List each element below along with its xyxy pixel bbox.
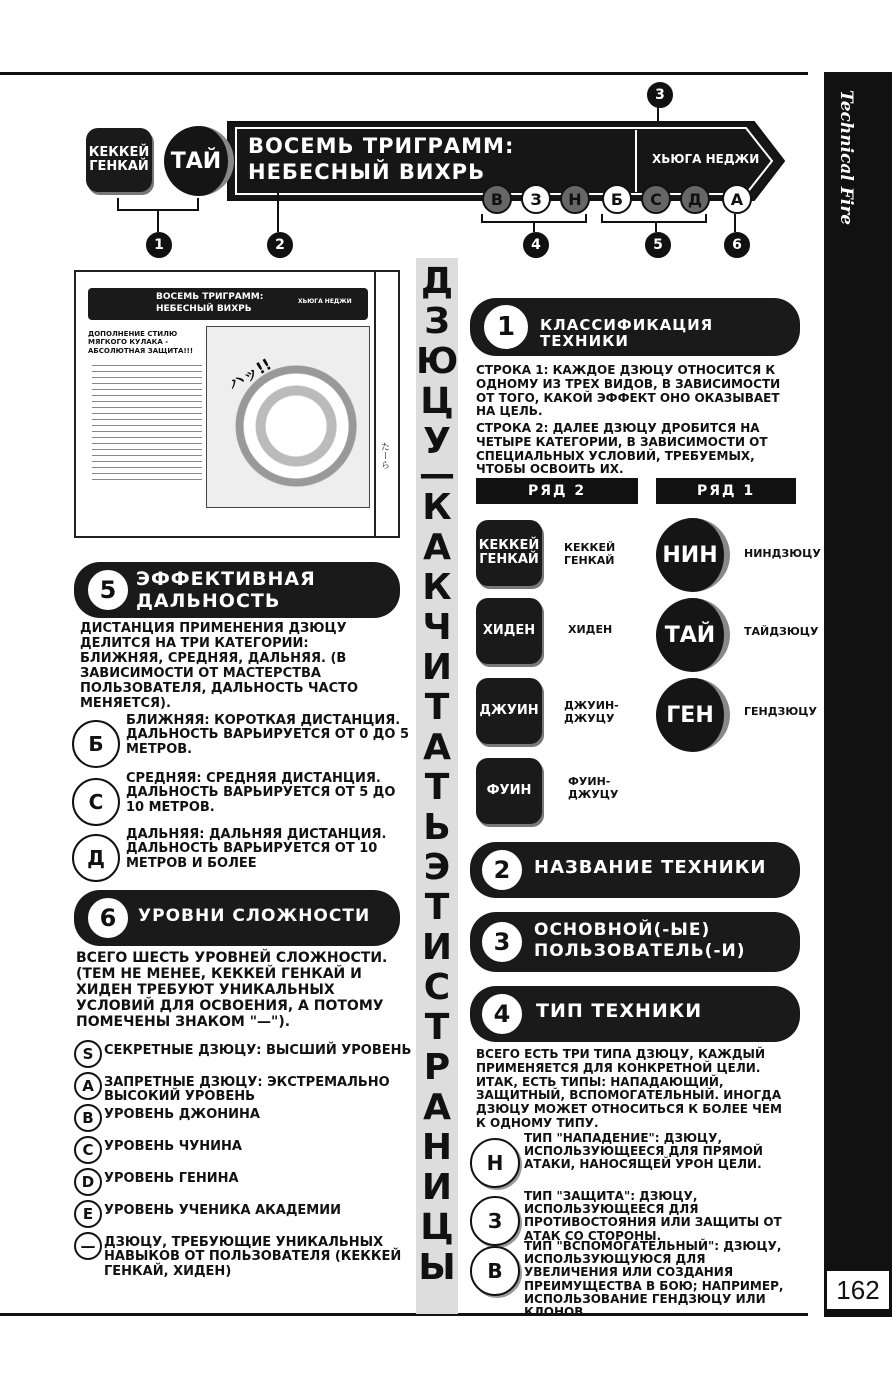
- section5-intro: ДИСТАНЦИЯ ПРИМЕНЕНИЯ ДЗЮЦУ ДЕЛИТСЯ НА ТРИ КАТЕГОРИИ: БЛИЖНЯЯ, СРЕДНЯЯ, ДАЛЬНЯЯ. (В ЗАВИСИМОСТИ ОТ МАСТЕРСТВА ПОЛЬЗОВАТЕЛЯ, ДАЛЬНОСТЬ ЧАСТО МЕНЯЕТСЯ).: [80, 621, 359, 711]
- header-user: ХЬЮГА НЕДЖИ: [652, 152, 760, 166]
- type-attack-text: ТИП "НАПАДЕНИЕ": ДЗЮЦУ, ИСПОЛЬЗУЮЩЕЕСЯ ДЛЯ ПРЯМОЙ АТАКИ, НАНОСЯЩЕЙ УРОН ЦЕЛИ.: [524, 1131, 763, 1172]
- vt-19: Т: [424, 1007, 450, 1048]
- section3-heading: [470, 912, 800, 972]
- row2-icon-hiden: [476, 598, 542, 664]
- callout-3: 3: [647, 82, 673, 108]
- header-title-1: ВОСЕМЬ ТРИГРАММ:: [248, 134, 515, 158]
- thumb-sfx: ハッ!!: [224, 354, 275, 395]
- range-near-mark: Б: [72, 720, 120, 768]
- section6-num: 6: [88, 898, 128, 938]
- row1-icon-gen: [656, 678, 730, 752]
- section2-title: НАЗВАНИЕ ТЕХНИКИ: [534, 857, 767, 878]
- section5-heading: [74, 562, 400, 618]
- thumb-user: ХЬЮГА НЕДЖИ: [298, 298, 352, 305]
- section1-text1: СТРОКА 1: КАЖДОЕ ДЗЮЦУ ОТНОСИТСЯ К ОДНОМУ ИЗ ТРЕХ ВИДОВ, В ЗАВИСИМОСТИ ОТ ТОГО, КАКОЙ ЭФФЕКТ ОНО ОКАЗЫВАЕТ НА ЦЕЛЬ.: [476, 363, 781, 419]
- mark-difficulty: А: [722, 184, 752, 214]
- type-attack-mark: Н: [470, 1138, 520, 1188]
- thumb-side-strip: [374, 272, 400, 538]
- row2-label-kekkei: КЕККЕЙ ГЕНКАЙ: [564, 541, 616, 567]
- range-mid-text: СРЕДНЯЯ: СРЕДНЯЯ ДИСТАНЦИЯ. ДАЛЬНОСТЬ ВАРЬИРУЕТСЯ ОТ 5 ДО 10 МЕТРОВ.: [126, 771, 396, 815]
- row1-label-tai: ТАЙДЗЮЦУ: [744, 625, 819, 638]
- vt-0: Д: [420, 261, 454, 302]
- section4-title: ТИП ТЕХНИКИ: [536, 1000, 703, 1022]
- level-special-text: ДЗЮЦУ, ТРЕБУЮЩИЕ УНИКАЛЬНЫХ НАВЫКОВ ОТ ПОЛЬЗОВАТЕЛЯ (КЕККЕЙ ГЕНКАЙ, ХИДЕН): [104, 1235, 402, 1279]
- page-number: 162: [824, 1268, 892, 1312]
- row1-label-nin: НИНДЗЮЦУ: [744, 547, 821, 560]
- row1-label-gen: ГЕНДЗЮЦУ: [744, 705, 817, 718]
- vt-25: Ы: [418, 1247, 456, 1288]
- section3-num: 3: [482, 922, 522, 962]
- vt-24: Ц: [420, 1207, 454, 1248]
- vt-6: К: [422, 487, 452, 528]
- row1-header: РЯД 1: [656, 478, 796, 504]
- level-b-text: УРОВЕНЬ ДЖОНИНА: [104, 1107, 260, 1122]
- vt-14: Ь: [423, 807, 451, 848]
- side-tab-title: Technical Fire: [836, 90, 856, 226]
- thumbnail-page: [74, 270, 400, 538]
- level-c-text: УРОВЕНЬ ЧУНИНА: [104, 1139, 242, 1154]
- level-s-text: СЕКРЕТНЫЕ ДЗЮЦУ: ВЫСШИЙ УРОВЕНЬ: [104, 1043, 412, 1058]
- level-a-mark: A: [74, 1072, 102, 1100]
- thumb-side-text: たーら: [379, 442, 389, 469]
- vt-22: Н: [421, 1127, 453, 1168]
- vt-7: А: [423, 527, 451, 568]
- range-mid-mark: С: [72, 778, 120, 826]
- section5-title-1: ЭФФЕКТИВНАЯ: [136, 568, 316, 590]
- thumb-art: [206, 326, 370, 508]
- row1-icon-nin-text: НИН: [662, 542, 718, 568]
- range-far-text: ДАЛЬНЯЯ: ДАЛЬНЯЯ ДИСТАНЦИЯ. ДАЛЬНОСТЬ ВАРЬИРУЕТСЯ ОТ 10 МЕТРОВ И БОЛЕЕ: [126, 827, 387, 871]
- callout-4: 4: [523, 232, 549, 258]
- vt-15: Э: [423, 847, 451, 888]
- side-tab: [824, 72, 892, 1317]
- row2-icon-kekkei-text: КЕККЕЙ ГЕНКАЙ: [478, 537, 540, 567]
- mark-far: Д: [680, 184, 710, 214]
- vt-20: Р: [423, 1047, 451, 1088]
- row1-icon-tai-text: ТАЙ: [664, 622, 716, 648]
- section6-intro: ВСЕГО ШЕСТЬ УРОВНЕЙ СЛОЖНОСТИ. (ТЕМ НЕ МЕНЕЕ, КЕККЕЙ ГЕНКАЙ И ХИДЕН ТРЕБУЮТ УНИКАЛЬНЫХ УСЛОВИЙ ДЛЯ ОСВОЕНИЯ, А ПОТОМУ ПОМЕЧЕНЫ ЗНАКОМ "—").: [76, 950, 388, 1031]
- mark-near: Б: [602, 184, 632, 214]
- level-a-text: ЗАПРЕТНЫЕ ДЗЮЦУ: ЭКСТРЕМАЛЬНО ВЫСОКИЙ УРОВЕНЬ: [104, 1075, 390, 1105]
- vt-23: И: [421, 1167, 453, 1208]
- row1-icon-tai: [656, 598, 730, 672]
- level-s-mark: S: [74, 1040, 102, 1068]
- row2-header: РЯД 2: [476, 478, 638, 504]
- type-defense-mark: З: [470, 1196, 520, 1246]
- section4-heading: [470, 986, 800, 1042]
- vt-17: И: [421, 927, 453, 968]
- level-d-text: УРОВЕНЬ ГЕНИНА: [104, 1171, 239, 1186]
- vt-9: Ч: [422, 607, 452, 648]
- level-b-mark: B: [74, 1104, 102, 1132]
- callout-5: 5: [645, 232, 671, 258]
- type-support-mark: В: [470, 1246, 520, 1296]
- section6-heading: [74, 890, 400, 946]
- callout-lines: [0, 0, 820, 260]
- section3-title-1: ОСНОВНОЙ(-ЫЕ): [534, 920, 711, 940]
- section5-num: 5: [88, 570, 128, 610]
- row2-icon-hiden-text: ХИДЕН: [482, 622, 536, 638]
- vt-4: У: [423, 421, 451, 462]
- callout-1: 1: [146, 232, 172, 258]
- vt-12: А: [423, 727, 451, 768]
- vt-21: А: [423, 1087, 451, 1128]
- row2-icon-fuin: [476, 758, 542, 824]
- row2-label-fuin: ФУИН-ДЖУЦУ: [568, 775, 619, 801]
- thumb-title-2: НЕБЕСНЫЙ ВИХРЬ: [156, 304, 252, 314]
- vt-16: Т: [424, 887, 450, 928]
- callout-6: 6: [724, 232, 750, 258]
- level-e-text: УРОВЕНЬ УЧЕНИКА АКАДЕМИИ: [104, 1203, 341, 1218]
- vt-11: Т: [424, 687, 450, 728]
- type-defense-text: ТИП "ЗАЩИТА": ДЗЮЦУ, ИСПОЛЬЗУЮЩЕЕСЯ ДЛЯ ПРОТИВОСТОЯНИЯ ИЛИ ЗАЩИТЫ ОТ АТАК СО СТОРОНЫ.: [524, 1189, 782, 1243]
- thumb-text-block: [92, 362, 202, 482]
- vt-1: З: [424, 301, 450, 342]
- section3-title-2: ПОЛЬЗОВАТЕЛЬ(-И): [534, 941, 746, 961]
- section1-num: 1: [484, 305, 528, 349]
- range-far-mark: Д: [72, 834, 120, 882]
- vt-3: Ц: [420, 381, 454, 422]
- vertical-title: [416, 262, 458, 1288]
- mark-support: Н: [560, 184, 590, 214]
- section6-title: УРОВНИ СЛОЖНОСТИ: [138, 906, 371, 926]
- section1-heading: [470, 298, 800, 356]
- row2-icon-kekkei: [476, 520, 542, 586]
- row2-label-juin: ДЖУИН-ДЖУЦУ: [564, 699, 619, 725]
- section1-title: КЛАССИФИКАЦИЯ ТЕХНИКИ: [540, 316, 714, 350]
- vt-10: И: [421, 647, 453, 688]
- thumb-title-1: ВОСЕМЬ ТРИГРАММ:: [156, 292, 264, 302]
- section4-num: 4: [482, 994, 522, 1034]
- vt-18: С: [423, 967, 451, 1008]
- level-special-mark: —: [74, 1232, 102, 1260]
- section5-title-2: ДАЛЬНОСТЬ: [136, 590, 281, 612]
- range-near-text: БЛИЖНЯЯ: КОРОТКАЯ ДИСТАНЦИЯ. ДАЛЬНОСТЬ ВАРЬИРУЕТСЯ ОТ 0 ДО 5 МЕТРОВ.: [126, 713, 409, 757]
- mark-defense: З: [521, 184, 551, 214]
- row2-icon-juin: [476, 678, 542, 744]
- vt-2: Ю: [416, 341, 459, 382]
- row2-icon-juin-text: ДЖУИН: [479, 702, 539, 718]
- level-e-mark: E: [74, 1200, 102, 1228]
- vt-5: —: [419, 454, 455, 495]
- header-kekkei-label: КЕККЕЙ ГЕНКАЙ: [88, 144, 150, 174]
- section4-intro: ВСЕГО ЕСТЬ ТРИ ТИПА ДЗЮЦУ, КАЖДЫЙ ПРИМЕНЯЕТСЯ ДЛЯ КОНКРЕТНОЙ ЦЕЛИ. ИТАК, ЕСТЬ ТИПЫ: НАПАДАЮЩИЙ, ЗАЩИТНЫЙ, ВСПОМОГАТЕЛЬНЫЙ. ИНОГДА ДЗЮЦУ МОЖЕТ ОТНОСИТЬСЯ К БОЛЕЕ ЧЕМ К ОДНОМУ ТИПУ.: [476, 1047, 782, 1130]
- row1-icon-nin: [656, 518, 730, 592]
- vt-13: Т: [424, 767, 450, 808]
- level-d-mark: D: [74, 1168, 102, 1196]
- vt-8: К: [422, 567, 452, 608]
- level-c-mark: C: [74, 1136, 102, 1164]
- type-support-text: ТИП "ВСПОМОГАТЕЛЬНЫЙ": ДЗЮЦУ, ИСПОЛЬЗУЮЩУЮСЯ ДЛЯ УВЕЛИЧЕНИЯ ИЛИ СОЗДАНИЯ ПРЕИМУЩЕСТВА В БОЮ; НАПРИМЕР, ИСПОЛЬЗОВАНИЕ ГЕНДЗЮЦУ ИЛИ КЛОНОВ.: [524, 1239, 784, 1319]
- header-title-2: НЕБЕСНЫЙ ВИХРЬ: [248, 160, 486, 184]
- thumb-caption: ДОПОЛНЕНИЕ СТИЛЮ МЯГКОГО КУЛАКА - АБСОЛЮТНАЯ ЗАЩИТА!!!: [88, 330, 194, 355]
- section1-text2: СТРОКА 2: ДАЛЕЕ ДЗЮЦУ ДРОБИТСЯ НА ЧЕТЫРЕ КАТЕГОРИИ, В ЗАВИСИМОСТИ ОТ СПЕЦИАЛЬНЫХ УСЛОВИЙ, ТРЕБУЕМЫХ, ЧТОБЫ ОСВОИТЬ ИХ.: [476, 421, 768, 477]
- callout-2: 2: [267, 232, 293, 258]
- section2-heading: [470, 842, 800, 898]
- header-tai-label: ТАЙ: [170, 148, 222, 174]
- row1-icon-gen-text: ГЕН: [666, 702, 714, 728]
- row2-label-hiden: ХИДЕН: [568, 623, 613, 636]
- section2-num: 2: [482, 850, 522, 890]
- mark-mid: С: [641, 184, 671, 214]
- row2-icon-fuin-text: ФУИН: [486, 782, 532, 798]
- mark-attack: В: [482, 184, 512, 214]
